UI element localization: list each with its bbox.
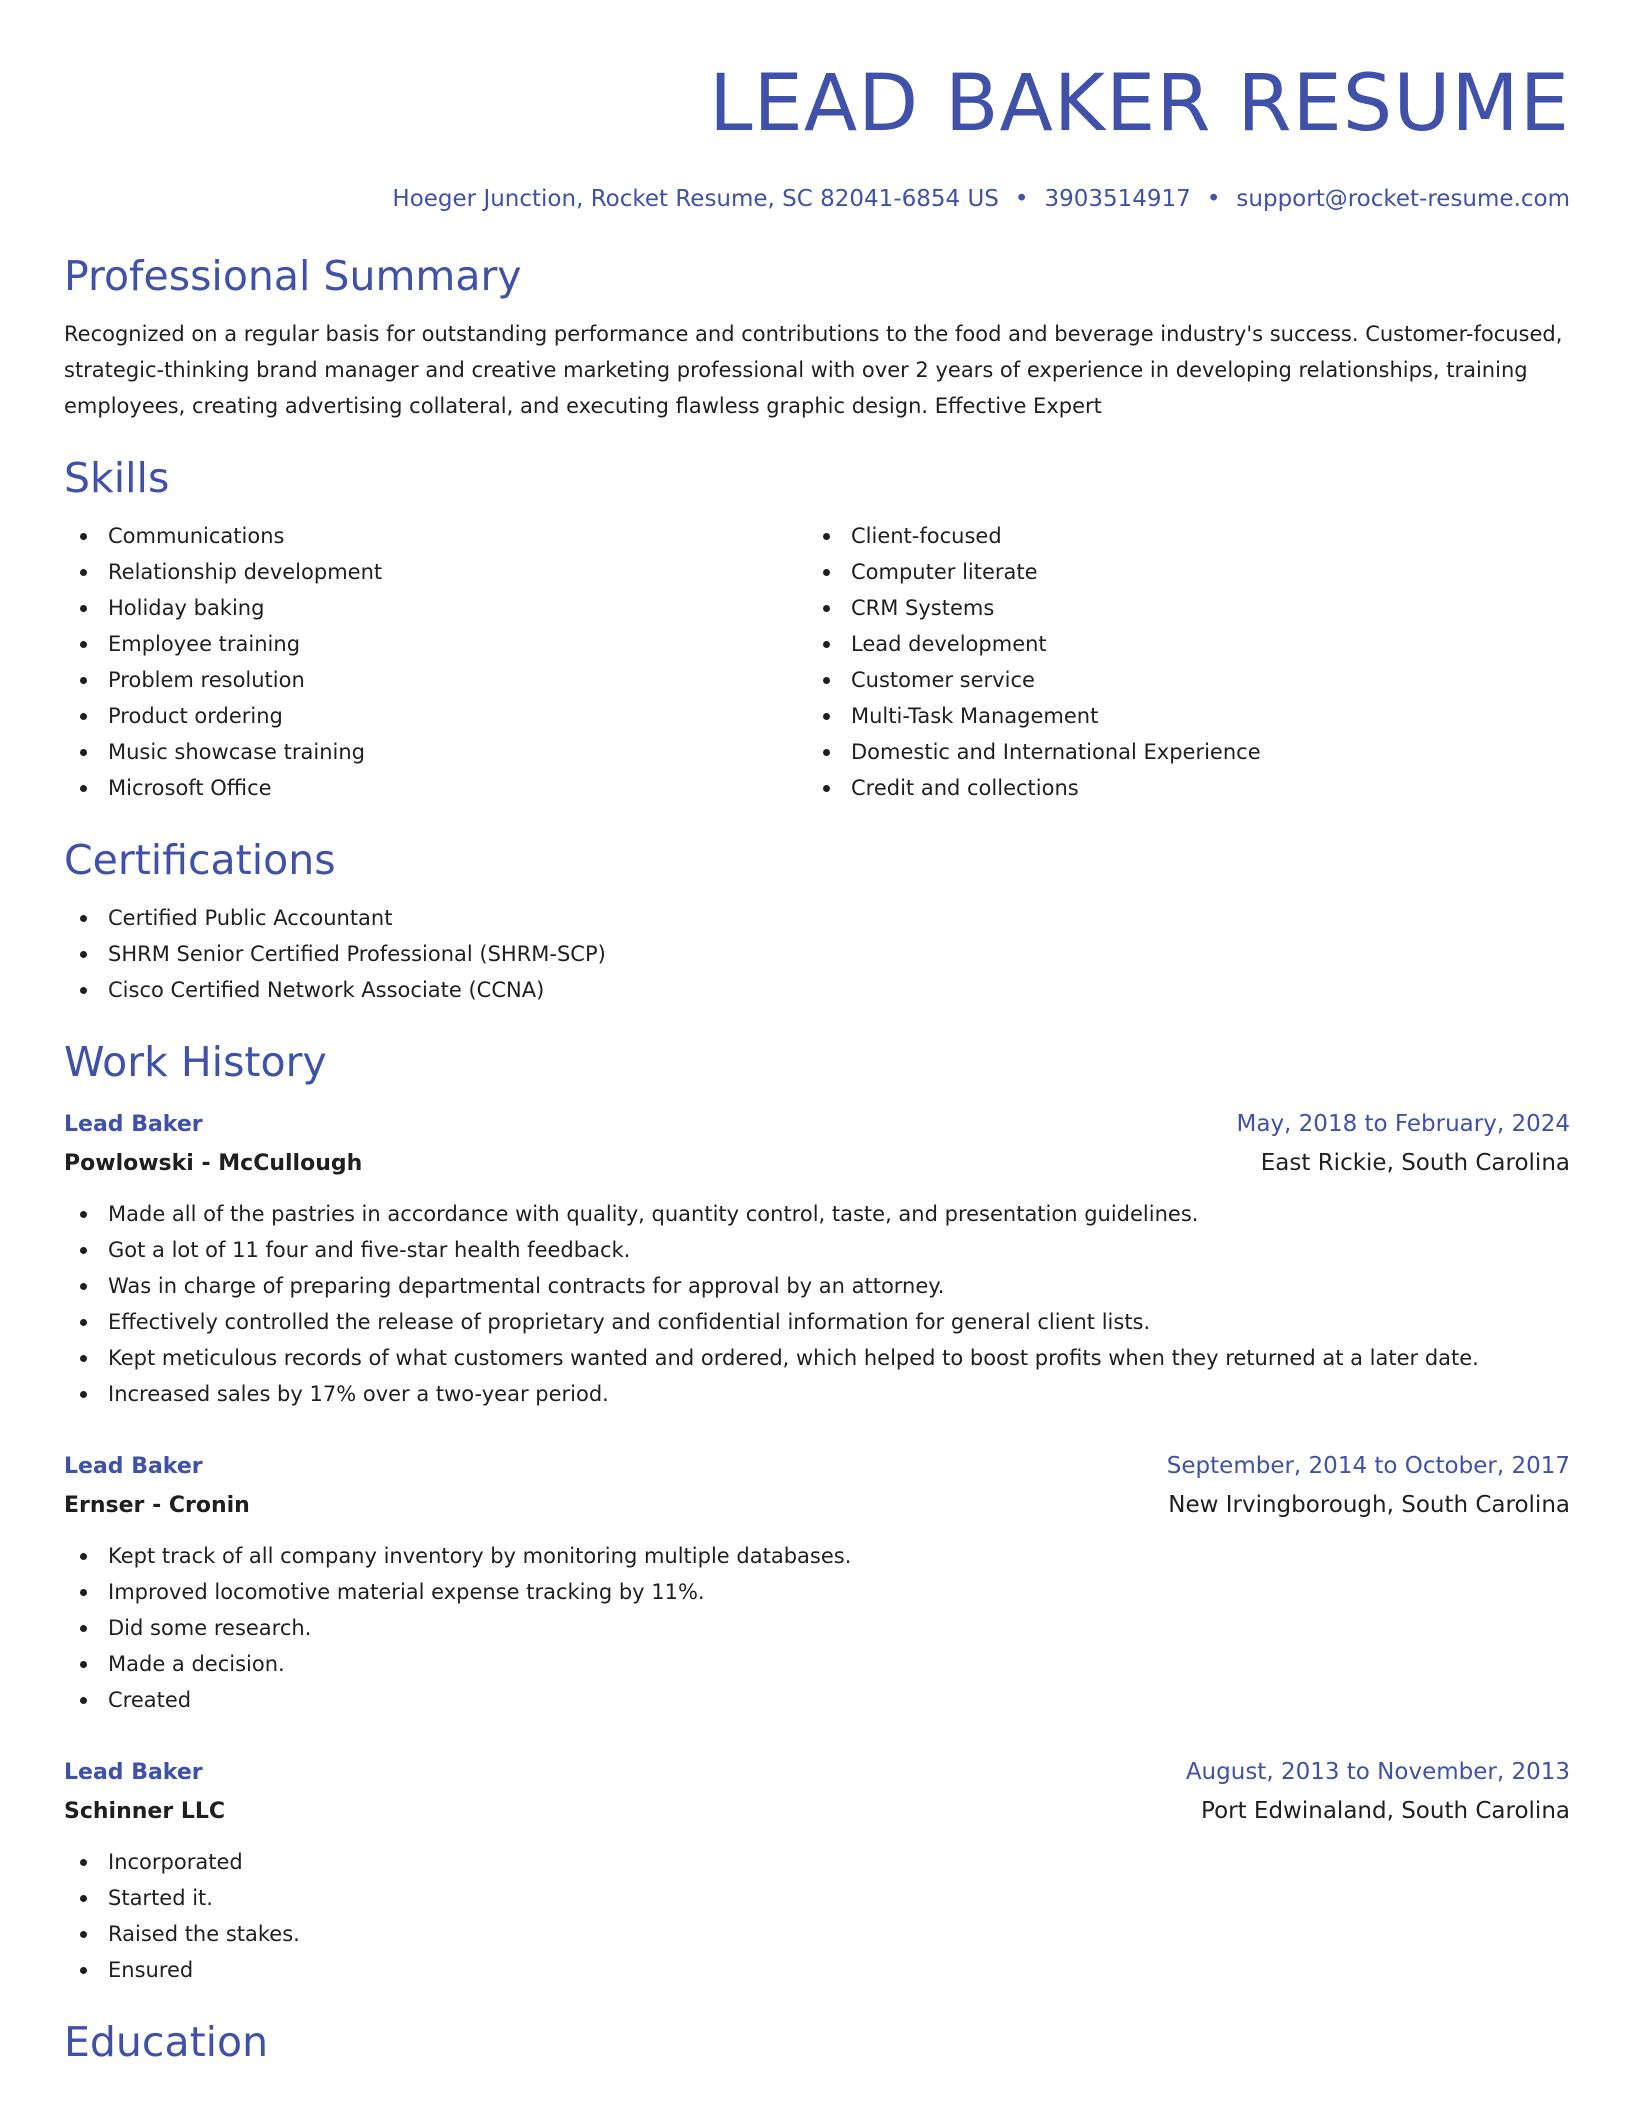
job-title: Lead Baker [64,1112,203,1137]
section-title-skills: Skills [64,454,170,502]
job-bullets [64,1538,1570,1718]
job-bullet: Kept track of all company inventory by monitoring multiple databases. [64,1538,1570,1574]
contact-phone: 3903514917 [1044,186,1191,212]
job-bullet: Did some research. [64,1610,1570,1646]
contact-email: support@rocket-resume.com [1236,186,1570,212]
job-bullet: Was in charge of preparing departmental contracts for approval by an attorney. [64,1268,1570,1304]
section-title-certifications: Certifications [64,836,336,884]
job-location: New Irvingborough, South Carolina [1168,1492,1570,1518]
job-bullet: Improved locomotive material expense tracking by 11%. [64,1574,1570,1610]
resume-header [64,0,1570,214]
job-bullet: Made all of the pastries in accordance with quality, quantity control, taste, and presentation guidelines. [64,1196,1570,1232]
section-title-education: Education [64,2018,269,2066]
section-title-work-history: Work History [64,1038,327,1086]
skill-item: Holiday baking [64,590,807,626]
job-title: Lead Baker [64,1760,203,1785]
skill-item: Credit and collections [807,770,1550,806]
resume-page [64,0,1570,2068]
job-dates: September, 2014 to October, 2017 [1166,1453,1570,1479]
job-company: Powlowski - McCullough [64,1151,363,1176]
skill-item: Customer service [807,662,1550,698]
contact-line [64,184,1570,214]
job-entry [64,1448,1570,1718]
contact-separator: • [1014,186,1029,212]
resume-name: LEAD BAKER RESUME [709,59,1570,149]
job-header-row [64,1106,1570,1143]
professional-summary-section [64,250,1570,424]
skills-list-right [807,518,1550,806]
certifications-section [64,834,1570,1008]
skills-column-right [807,518,1550,806]
job-bullet: Got a lot of 11 four and five-star health feedback. [64,1232,1570,1268]
job-bullet: Ensured [64,1952,1570,1988]
skill-item: Product ordering [64,698,807,734]
skills-column-left [64,518,807,806]
skill-item: Domestic and International Experience [807,734,1550,770]
education-section [64,2016,1570,2068]
job-dates: May, 2018 to February, 2024 [1236,1111,1570,1137]
job-bullet: Made a decision. [64,1646,1570,1682]
skill-item: Multi-Task Management [807,698,1550,734]
job-company: Schinner LLC [64,1799,226,1824]
skill-item: Relationship development [64,554,807,590]
job-entry [64,1754,1570,1988]
certification-item: Cisco Certified Network Associate (CCNA) [64,972,1570,1008]
job-location: Port Edwinaland, South Carolina [1201,1798,1570,1824]
work-history-section [64,1036,1570,1988]
job-company-row [64,1791,1570,1832]
job-dates: August, 2013 to November, 2013 [1185,1759,1570,1785]
skill-item: Communications [64,518,807,554]
certification-item: Certified Public Accountant [64,900,1570,936]
job-bullet: Created [64,1682,1570,1718]
job-bullet: Effectively controlled the release of proprietary and confidential information for general client lists. [64,1304,1570,1340]
job-location: East Rickie, South Carolina [1260,1150,1570,1176]
section-title-summary: Professional Summary [64,252,522,300]
job-company-row [64,1485,1570,1526]
job-bullet: Incorporated [64,1844,1570,1880]
job-company-row [64,1143,1570,1184]
skill-item: Employee training [64,626,807,662]
job-bullets [64,1844,1570,1988]
job-bullet: Increased sales by 17% over a two-year period. [64,1376,1570,1412]
skills-section [64,452,1570,806]
job-bullet: Started it. [64,1880,1570,1916]
skill-item: Lead development [807,626,1550,662]
job-company: Ernser - Cronin [64,1493,250,1518]
skill-item: CRM Systems [807,590,1550,626]
summary-text: Recognized on a regular basis for outstanding performance and contributions to the food and beverage industry's success. Customer-focused, strategic-thinking brand manager and creative marketing professional with over 2 years of experience in developing relationships, training employees, creating advertising collateral, and executing flawless graphic design. Effective Expert [64,322,1563,418]
skill-item: Problem resolution [64,662,807,698]
skill-item: Client-focused [807,518,1550,554]
contact-address: Hoeger Junction, Rocket Resume, SC 82041-6854 US [392,186,999,212]
job-bullet: Kept meticulous records of what customers wanted and ordered, which helped to boost profits when they returned at a later date. [64,1340,1570,1376]
job-bullets [64,1196,1570,1412]
job-entry [64,1106,1570,1412]
contact-separator: • [1206,186,1221,212]
skill-item: Computer literate [807,554,1550,590]
job-title: Lead Baker [64,1454,203,1479]
certifications-list [64,900,1570,1008]
certification-item: SHRM Senior Certified Professional (SHRM-SCP) [64,936,1570,972]
job-header-row [64,1754,1570,1791]
skills-list-left [64,518,807,806]
skills-columns [64,518,1570,806]
skill-item: Music showcase training [64,734,807,770]
job-header-row [64,1448,1570,1485]
job-bullet: Raised the stakes. [64,1916,1570,1952]
skill-item: Microsoft Office [64,770,807,806]
